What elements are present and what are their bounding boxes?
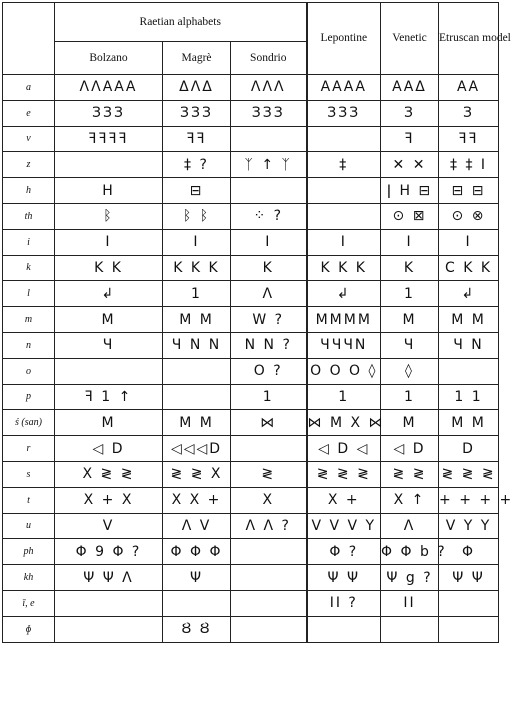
letter-form-cell: O O O ◊ xyxy=(307,358,381,384)
letter-form-cell: ≷ ≷ xyxy=(381,461,439,487)
alphabet-table xyxy=(2,2,513,643)
letter-form-cell: Φ Φ Φ xyxy=(163,539,231,565)
letter-form-cell: 1 xyxy=(163,281,231,307)
letter-form-cell: I xyxy=(231,229,307,255)
row-label: l xyxy=(3,281,55,307)
letter-form-cell: M xyxy=(55,307,163,333)
row-label: v xyxy=(3,126,55,152)
letter-form-cell: V xyxy=(55,513,163,539)
letter-form-cell: X ↑ xyxy=(381,487,439,513)
letter-form-cell: + + + + xyxy=(439,487,499,513)
letter-form-cell: M M xyxy=(163,307,231,333)
letter-form-cell: Ȣ Ȣ xyxy=(163,616,231,642)
row-label: k xyxy=(3,255,55,281)
letter-form-cell: ‡ ? xyxy=(163,152,231,178)
row-label: n xyxy=(3,332,55,358)
letter-form-cell xyxy=(439,590,499,616)
letter-form-cell: ЗЗЗ xyxy=(55,100,163,126)
letter-form-cell: ΑΑΑΑ xyxy=(307,75,381,101)
letter-form-cell: M M xyxy=(163,410,231,436)
table-row xyxy=(3,255,499,281)
letter-form-cell: ΑΑΔ xyxy=(381,75,439,101)
raetian-group-title: Raetian alphabets xyxy=(55,3,307,42)
column-header-bolzano: Bolzano xyxy=(55,42,163,75)
table-row xyxy=(3,152,499,178)
letter-form-cell xyxy=(231,178,307,204)
letter-form-cell: Ч xyxy=(381,332,439,358)
table-row xyxy=(3,410,499,436)
letter-form-cell xyxy=(439,358,499,384)
table-row xyxy=(3,281,499,307)
table-row xyxy=(3,126,499,152)
table-row xyxy=(3,75,499,101)
letter-form-cell: ꟻ xyxy=(381,126,439,152)
letter-form-cell: I xyxy=(381,229,439,255)
table-row xyxy=(3,358,499,384)
letter-form-cell xyxy=(163,384,231,410)
letter-form-cell: H xyxy=(55,178,163,204)
letter-form-cell: 1 xyxy=(307,384,381,410)
letter-form-cell: ⊙ ⊗ xyxy=(439,203,499,229)
column-header-magre: Magrè xyxy=(163,42,231,75)
row-label: ph xyxy=(3,539,55,565)
letter-form-cell: M M xyxy=(439,410,499,436)
letter-form-cell: ⊟ ⊟ xyxy=(439,178,499,204)
letter-form-cell: X xyxy=(231,487,307,513)
letter-form-cell: ǀ H ⊟ xyxy=(381,178,439,204)
letter-form-cell: M xyxy=(381,307,439,333)
letter-form-cell: Ψ xyxy=(163,565,231,591)
table-row xyxy=(3,100,499,126)
table-row xyxy=(3,229,499,255)
table-row xyxy=(3,565,499,591)
letter-form-cell: K K K xyxy=(163,255,231,281)
letter-form-cell xyxy=(231,590,307,616)
letter-form-cell: Ψ g ? xyxy=(381,565,439,591)
row-label: t xyxy=(3,487,55,513)
letter-form-cell xyxy=(231,616,307,642)
letter-form-cell: Ψ Ψ Λ xyxy=(55,565,163,591)
letter-form-cell: 1 xyxy=(381,281,439,307)
letter-form-cell: V Y Y xyxy=(439,513,499,539)
table-row xyxy=(3,590,499,616)
row-label: m xyxy=(3,307,55,333)
letter-form-cell: ЗЗЗ xyxy=(307,100,381,126)
table-row xyxy=(3,384,499,410)
column-header-etruscan: Etruscan model xyxy=(439,3,499,75)
letter-form-cell: ‡ xyxy=(307,152,381,178)
letter-form-cell: X + xyxy=(307,487,381,513)
letter-form-cell: Λ xyxy=(231,281,307,307)
letter-form-cell: Λ xyxy=(381,513,439,539)
letter-form-cell: K K xyxy=(55,255,163,281)
letter-form-cell: Λ Λ ? xyxy=(231,513,307,539)
row-label: z xyxy=(3,152,55,178)
letter-form-cell: K xyxy=(231,255,307,281)
letter-form-cell: 1 1 xyxy=(439,384,499,410)
table-row xyxy=(3,307,499,333)
letter-form-cell: II ? xyxy=(307,590,381,616)
letter-form-cell: I xyxy=(307,229,381,255)
letter-form-cell: Ψ Ψ xyxy=(307,565,381,591)
letter-form-cell xyxy=(381,616,439,642)
letter-form-cell: ✕ ✕ xyxy=(381,152,439,178)
letter-form-cell xyxy=(55,590,163,616)
letter-form-cell xyxy=(439,616,499,642)
letter-form-cell: ᛉ ↑ ᛉ xyxy=(231,152,307,178)
letter-form-cell: X + X xyxy=(55,487,163,513)
corner-cell xyxy=(3,3,55,75)
table-row xyxy=(3,436,499,462)
letter-form-cell: M M xyxy=(439,307,499,333)
letter-form-cell: ΛΛΛ xyxy=(231,75,307,101)
letter-form-cell: D xyxy=(439,436,499,462)
letter-form-cell xyxy=(231,539,307,565)
row-label: a xyxy=(3,75,55,101)
letter-form-cell xyxy=(231,126,307,152)
letter-form-cell xyxy=(231,565,307,591)
row-label: u xyxy=(3,513,55,539)
letter-form-cell: Φ 9 Φ ? xyxy=(55,539,163,565)
letter-form-cell: N N ? xyxy=(231,332,307,358)
letter-form-cell xyxy=(307,616,381,642)
letter-form-cell: ↲ xyxy=(307,281,381,307)
letter-form-cell xyxy=(307,178,381,204)
letter-form-cell: ◁ D ◁ xyxy=(307,436,381,462)
table-row xyxy=(3,461,499,487)
letter-form-cell: Ч xyxy=(55,332,163,358)
table-row xyxy=(3,332,499,358)
letter-form-cell: ꟻꟻꟻꟻ xyxy=(55,126,163,152)
letter-form-cell: Φ ? xyxy=(307,539,381,565)
letter-form-cell: ↲ xyxy=(439,281,499,307)
letter-form-cell: З xyxy=(381,100,439,126)
letter-form-cell: X ≷ ≷ xyxy=(55,461,163,487)
letter-form-cell: Λ V xyxy=(163,513,231,539)
row-label: kh xyxy=(3,565,55,591)
letter-form-cell: ΛΛΑΑΑ xyxy=(55,75,163,101)
letter-form-cell: I xyxy=(55,229,163,255)
letter-form-cell xyxy=(307,126,381,152)
letter-form-cell: ⁘ ? xyxy=(231,203,307,229)
letter-form-cell: X X + xyxy=(163,487,231,513)
row-label: i xyxy=(3,229,55,255)
letter-form-cell: ΑΑ xyxy=(439,75,499,101)
letter-form-cell: ⋈ xyxy=(231,410,307,436)
letter-form-cell: O ? xyxy=(231,358,307,384)
letter-form-cell: ≷ ≷ ≷ xyxy=(307,461,381,487)
letter-form-cell: З xyxy=(439,100,499,126)
table-row xyxy=(3,513,499,539)
table-row xyxy=(3,616,499,642)
letter-form-cell: I xyxy=(439,229,499,255)
letter-form-cell: Ч N N xyxy=(163,332,231,358)
letter-form-cell xyxy=(55,152,163,178)
letter-form-cell: ≷ ≷ ≷ xyxy=(439,461,499,487)
letter-form-cell: 1 xyxy=(381,384,439,410)
letter-form-cell: ЧЧЧN xyxy=(307,332,381,358)
letter-form-cell: M xyxy=(381,410,439,436)
letter-form-cell xyxy=(163,358,231,384)
letter-form-cell: ꟻꟻ xyxy=(439,126,499,152)
letter-form-cell: ꟻꟻ xyxy=(163,126,231,152)
letter-form-cell: ≷ xyxy=(231,461,307,487)
letter-form-cell: ◁ D xyxy=(55,436,163,462)
table-row xyxy=(3,203,499,229)
letter-form-cell: ЗЗЗ xyxy=(163,100,231,126)
letter-form-cell: ↲ xyxy=(55,281,163,307)
letter-form-cell: C K K xyxy=(439,255,499,281)
letter-form-cell: ⋈ M X ⋈ xyxy=(307,410,381,436)
letter-form-cell: ЗЗЗ xyxy=(231,100,307,126)
table-row xyxy=(3,178,499,204)
letter-form-cell: II xyxy=(381,590,439,616)
letter-form-cell: Ψ Ψ xyxy=(439,565,499,591)
letter-form-cell: K xyxy=(381,255,439,281)
letter-form-cell: ⊙ ⊠ xyxy=(381,203,439,229)
table-row xyxy=(3,539,499,565)
letter-form-cell: Φ xyxy=(439,539,499,565)
letter-form-cell xyxy=(55,616,163,642)
row-label: h xyxy=(3,178,55,204)
table-row xyxy=(3,487,499,513)
letter-form-cell: ◁ D xyxy=(381,436,439,462)
letter-form-cell: V V V Y xyxy=(307,513,381,539)
letter-form-cell: ᛒ xyxy=(55,203,163,229)
letter-form-cell: ꟻ 1 ↑ xyxy=(55,384,163,410)
letter-form-cell xyxy=(231,436,307,462)
letter-form-cell: W ? xyxy=(231,307,307,333)
row-label: th xyxy=(3,203,55,229)
row-label: ś (san) xyxy=(3,410,55,436)
letter-form-cell: ◊ xyxy=(381,358,439,384)
row-label: ɸ xyxy=(3,616,55,642)
letter-form-cell: ‡ ‡ I xyxy=(439,152,499,178)
letter-form-cell: ᛒ ᛒ xyxy=(163,203,231,229)
row-label: o xyxy=(3,358,55,384)
row-label: s xyxy=(3,461,55,487)
letter-form-cell xyxy=(307,203,381,229)
column-header-sondrio: Sondrio xyxy=(231,42,307,75)
row-label: ī, e xyxy=(3,590,55,616)
letter-form-cell: I xyxy=(163,229,231,255)
row-label: r xyxy=(3,436,55,462)
letter-form-cell: ΔΛΔ xyxy=(163,75,231,101)
column-header-lepontine: Lepontine xyxy=(307,3,381,75)
letter-form-cell: ◁◁◁D xyxy=(163,436,231,462)
letter-form-cell xyxy=(163,590,231,616)
letter-form-cell: Ч N xyxy=(439,332,499,358)
letter-form-cell: ≷ ≷ X xyxy=(163,461,231,487)
letter-form-cell: ⊟ xyxy=(163,178,231,204)
column-header-venetic: Venetic xyxy=(381,3,439,75)
letter-form-cell: M xyxy=(55,410,163,436)
letter-form-cell: MMMM xyxy=(307,307,381,333)
letter-form-cell: 1 xyxy=(231,384,307,410)
row-label: p xyxy=(3,384,55,410)
letter-form-cell: K K K xyxy=(307,255,381,281)
letter-form-cell xyxy=(55,358,163,384)
row-label: e xyxy=(3,100,55,126)
letter-form-cell: Φ Φ b ? xyxy=(381,539,439,565)
